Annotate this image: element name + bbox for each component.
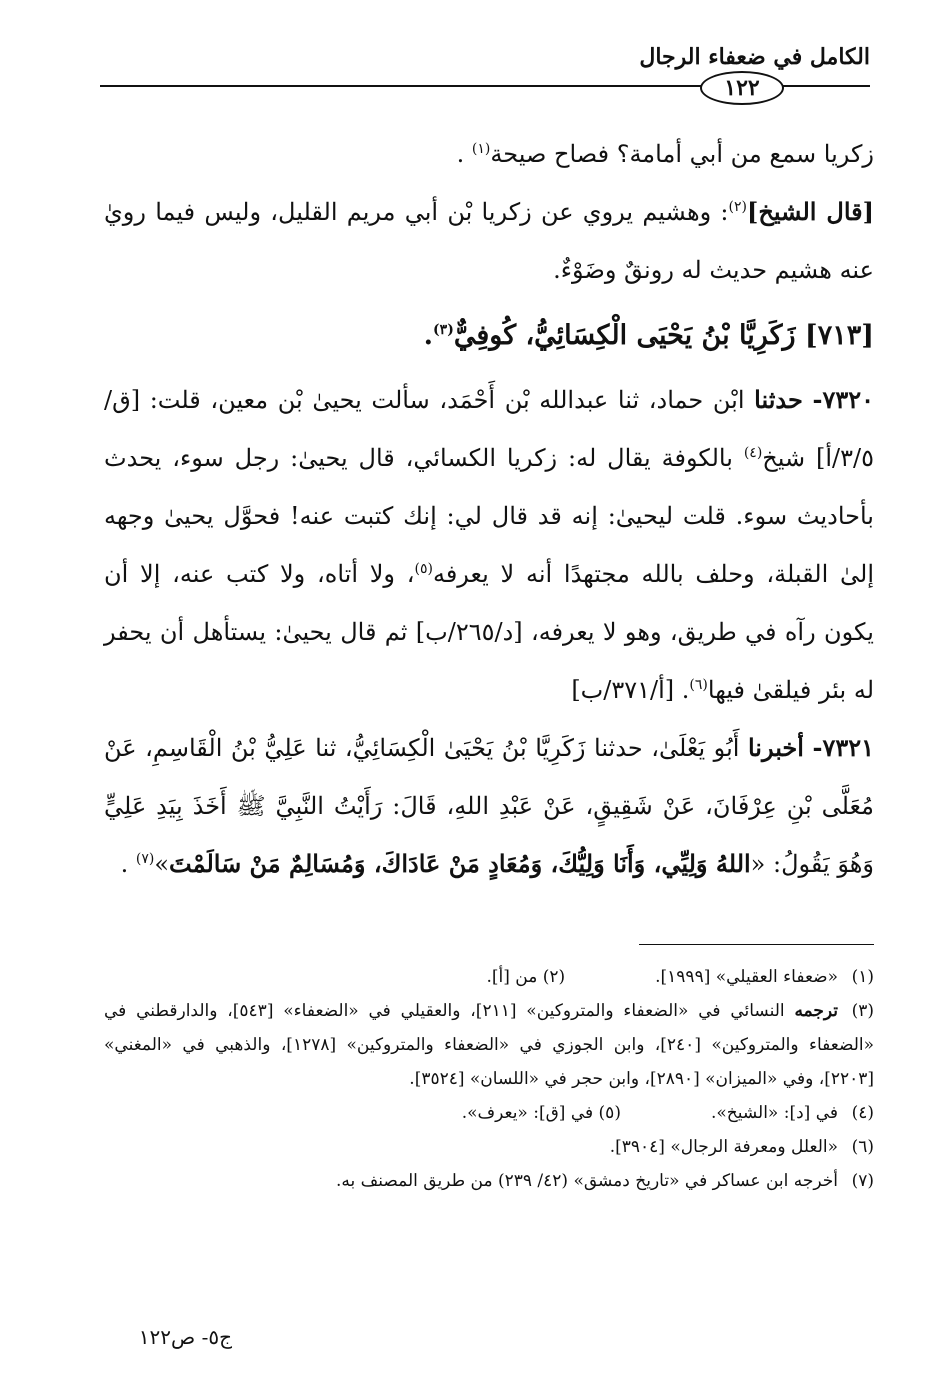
narration-verb: أخبرنا xyxy=(747,733,804,762)
footnote-text: من [أ]. xyxy=(486,967,538,987)
hadith-text: ابْن حماد، ثنا عبدالله بْن أَحْمَد، سألت يحيىٰ بْن معين، قلت: [ق/٣/٥/أ] شيخ xyxy=(104,386,874,472)
footnote-text: في [د]: «الشيخ». xyxy=(710,1103,838,1123)
footnote-separator xyxy=(639,944,874,945)
footnote-ref: (٦) xyxy=(689,677,708,693)
hadith-text: ، ولا أتاه، ولا كتب عنه، إلا أن يكون رآه في طريق، وهو لا يعرفه، [د/٢٦٥/ب] ثم قال يحيىٰ: يستأهل أن يحفر له بئر فيلقىٰ فيها xyxy=(104,560,874,704)
punctuation: . xyxy=(423,320,434,351)
entry-heading xyxy=(104,307,874,365)
book-title: الكامل في ضعفاء الرجال xyxy=(639,44,870,70)
footnote-7 xyxy=(104,1164,874,1198)
footnote-number: (٧) xyxy=(851,1171,874,1191)
hadith-number: ٧٣٢١- xyxy=(812,733,874,762)
footnote-text: النسائي في «الضعفاء والمتروكين» [٢١١]، والعقيلي في «الضعفاء» [٥٤٣]، والدارقطني في «الضعفاء والمتروكين» [٢٤٠]، وابن الجوزي في «الضعفاء والمتروكين» [١٢٧٨]، والذهبي في «المغني» [٢٢٠٣]، وفي «الميزان» [٢٨٩٠]، وابن حجر في «اللسان» [٣٥٢٤]. xyxy=(104,1001,874,1089)
footnote-number: (١) xyxy=(851,967,874,987)
footnote-ref: (٧) xyxy=(135,851,155,867)
footnote-number: (٢) xyxy=(542,967,566,987)
hadith-text: بالكوفة يقال له: زكريا الكسائي، قال يحيىٰ: رجل سوء، يحدث بأحاديث سوء. قلت ليحيىٰ: إنه قد قال لي: إنك كتبت عنه! فحوَّل يحيىٰ وجهه إلىٰ القبلة، وحلف بالله مجتهدًا أنه لا يعرفه xyxy=(104,444,874,588)
footnote-keyword: ترجمه xyxy=(794,1001,838,1021)
footnote-ref: (١) xyxy=(471,141,491,157)
hadith-text: . [أ/٣٧١/ب] xyxy=(571,676,690,704)
footnote-ref: (٣) xyxy=(433,322,454,338)
paragraph-text: زكريا سمع من أبي أمامة؟ فصاح صيحة xyxy=(490,140,874,168)
footnote-number: (٦) xyxy=(851,1137,874,1157)
hadith-7321 xyxy=(104,719,874,893)
volume-page-reference: ج٥- ص١٢٢ xyxy=(138,1325,232,1349)
paragraph-sheikh xyxy=(104,183,874,299)
narration-verb: حدثنا xyxy=(754,385,803,414)
page-header xyxy=(100,40,870,110)
footnote-3 xyxy=(104,994,874,1096)
speaker-label: [قال الشيخ] xyxy=(746,197,874,226)
footnote-4-5 xyxy=(104,1096,874,1130)
footnote-ref: (٤) xyxy=(743,445,763,461)
footnote-text: «العلل ومعرفة الرجال» [٣٩٠٤]. xyxy=(609,1137,838,1157)
hadith-7320 xyxy=(104,371,874,719)
hadith-text: أَبُو يَعْلَىٰ، حدثنا زَكَرِيَّا بْنُ يَحْيَىٰ الْكِسَائِيُّ، ثنا عَلِيُّ بْنُ الْقَاسِمِ، عَنْ مُعَلَّى بْنِ عِرْفَانَ، عَنْ شَقِيقٍ، عَنْ عَبْدِ اللهِ، قَالَ: رَأَيْتُ النَّبِيَّ ﷺ أَخَذَ بِيَدِ عَلِيٍّ وَهُوَ يَقُولُ: « xyxy=(104,734,874,878)
footnote-ref: (٢) xyxy=(728,199,747,215)
paragraph-text: : وهشيم يروي عن زكريا بْن أبي مريم القليل، وليس فيما رويٰ عنه هشيم حديث له رونقٌ وضَوْءٌ. xyxy=(104,198,874,284)
footnote-1-2 xyxy=(104,960,874,994)
punctuation: . xyxy=(120,850,129,878)
entry-title: [٧١٣] زَكَرِيَّا بْنُ يَحْيَى الْكِسَائِيُّ، كُوفِيٌّ xyxy=(453,320,874,351)
main-text xyxy=(104,125,874,893)
page-number-badge: ١٢٢ xyxy=(700,71,784,105)
footnote-text: «ضعفاء العقيلي» [١٩٩٩]. xyxy=(655,967,838,987)
footnote-6 xyxy=(104,1130,874,1164)
footnote-number: (٥) xyxy=(598,1103,621,1123)
footnote-text: أخرجه ابن عساكر في «تاريخ دمشق» (٤٢/ ٢٣٩) من طريق المصنف به. xyxy=(336,1171,838,1191)
punctuation: . xyxy=(456,140,465,168)
footnote-number: (٣) xyxy=(851,1001,874,1021)
hadith-number: ٧٣٢٠- xyxy=(812,385,874,414)
footnote-ref: (٥) xyxy=(414,561,433,577)
quote-close: » xyxy=(154,850,169,878)
footnote-text: في [ق]: «يعرف». xyxy=(461,1103,594,1123)
paragraph-continuation xyxy=(104,125,874,183)
footnote-number: (٤) xyxy=(851,1103,874,1123)
prophetic-quote: اللهُ وَلِيِّي، وَأَنَا وَلِيُّكَ، وَمُعَادٍ مَنْ عَادَاكَ، وَمُسَالِمٌ مَنْ سَالَمْتَ xyxy=(169,849,751,878)
footnotes xyxy=(104,960,874,1198)
